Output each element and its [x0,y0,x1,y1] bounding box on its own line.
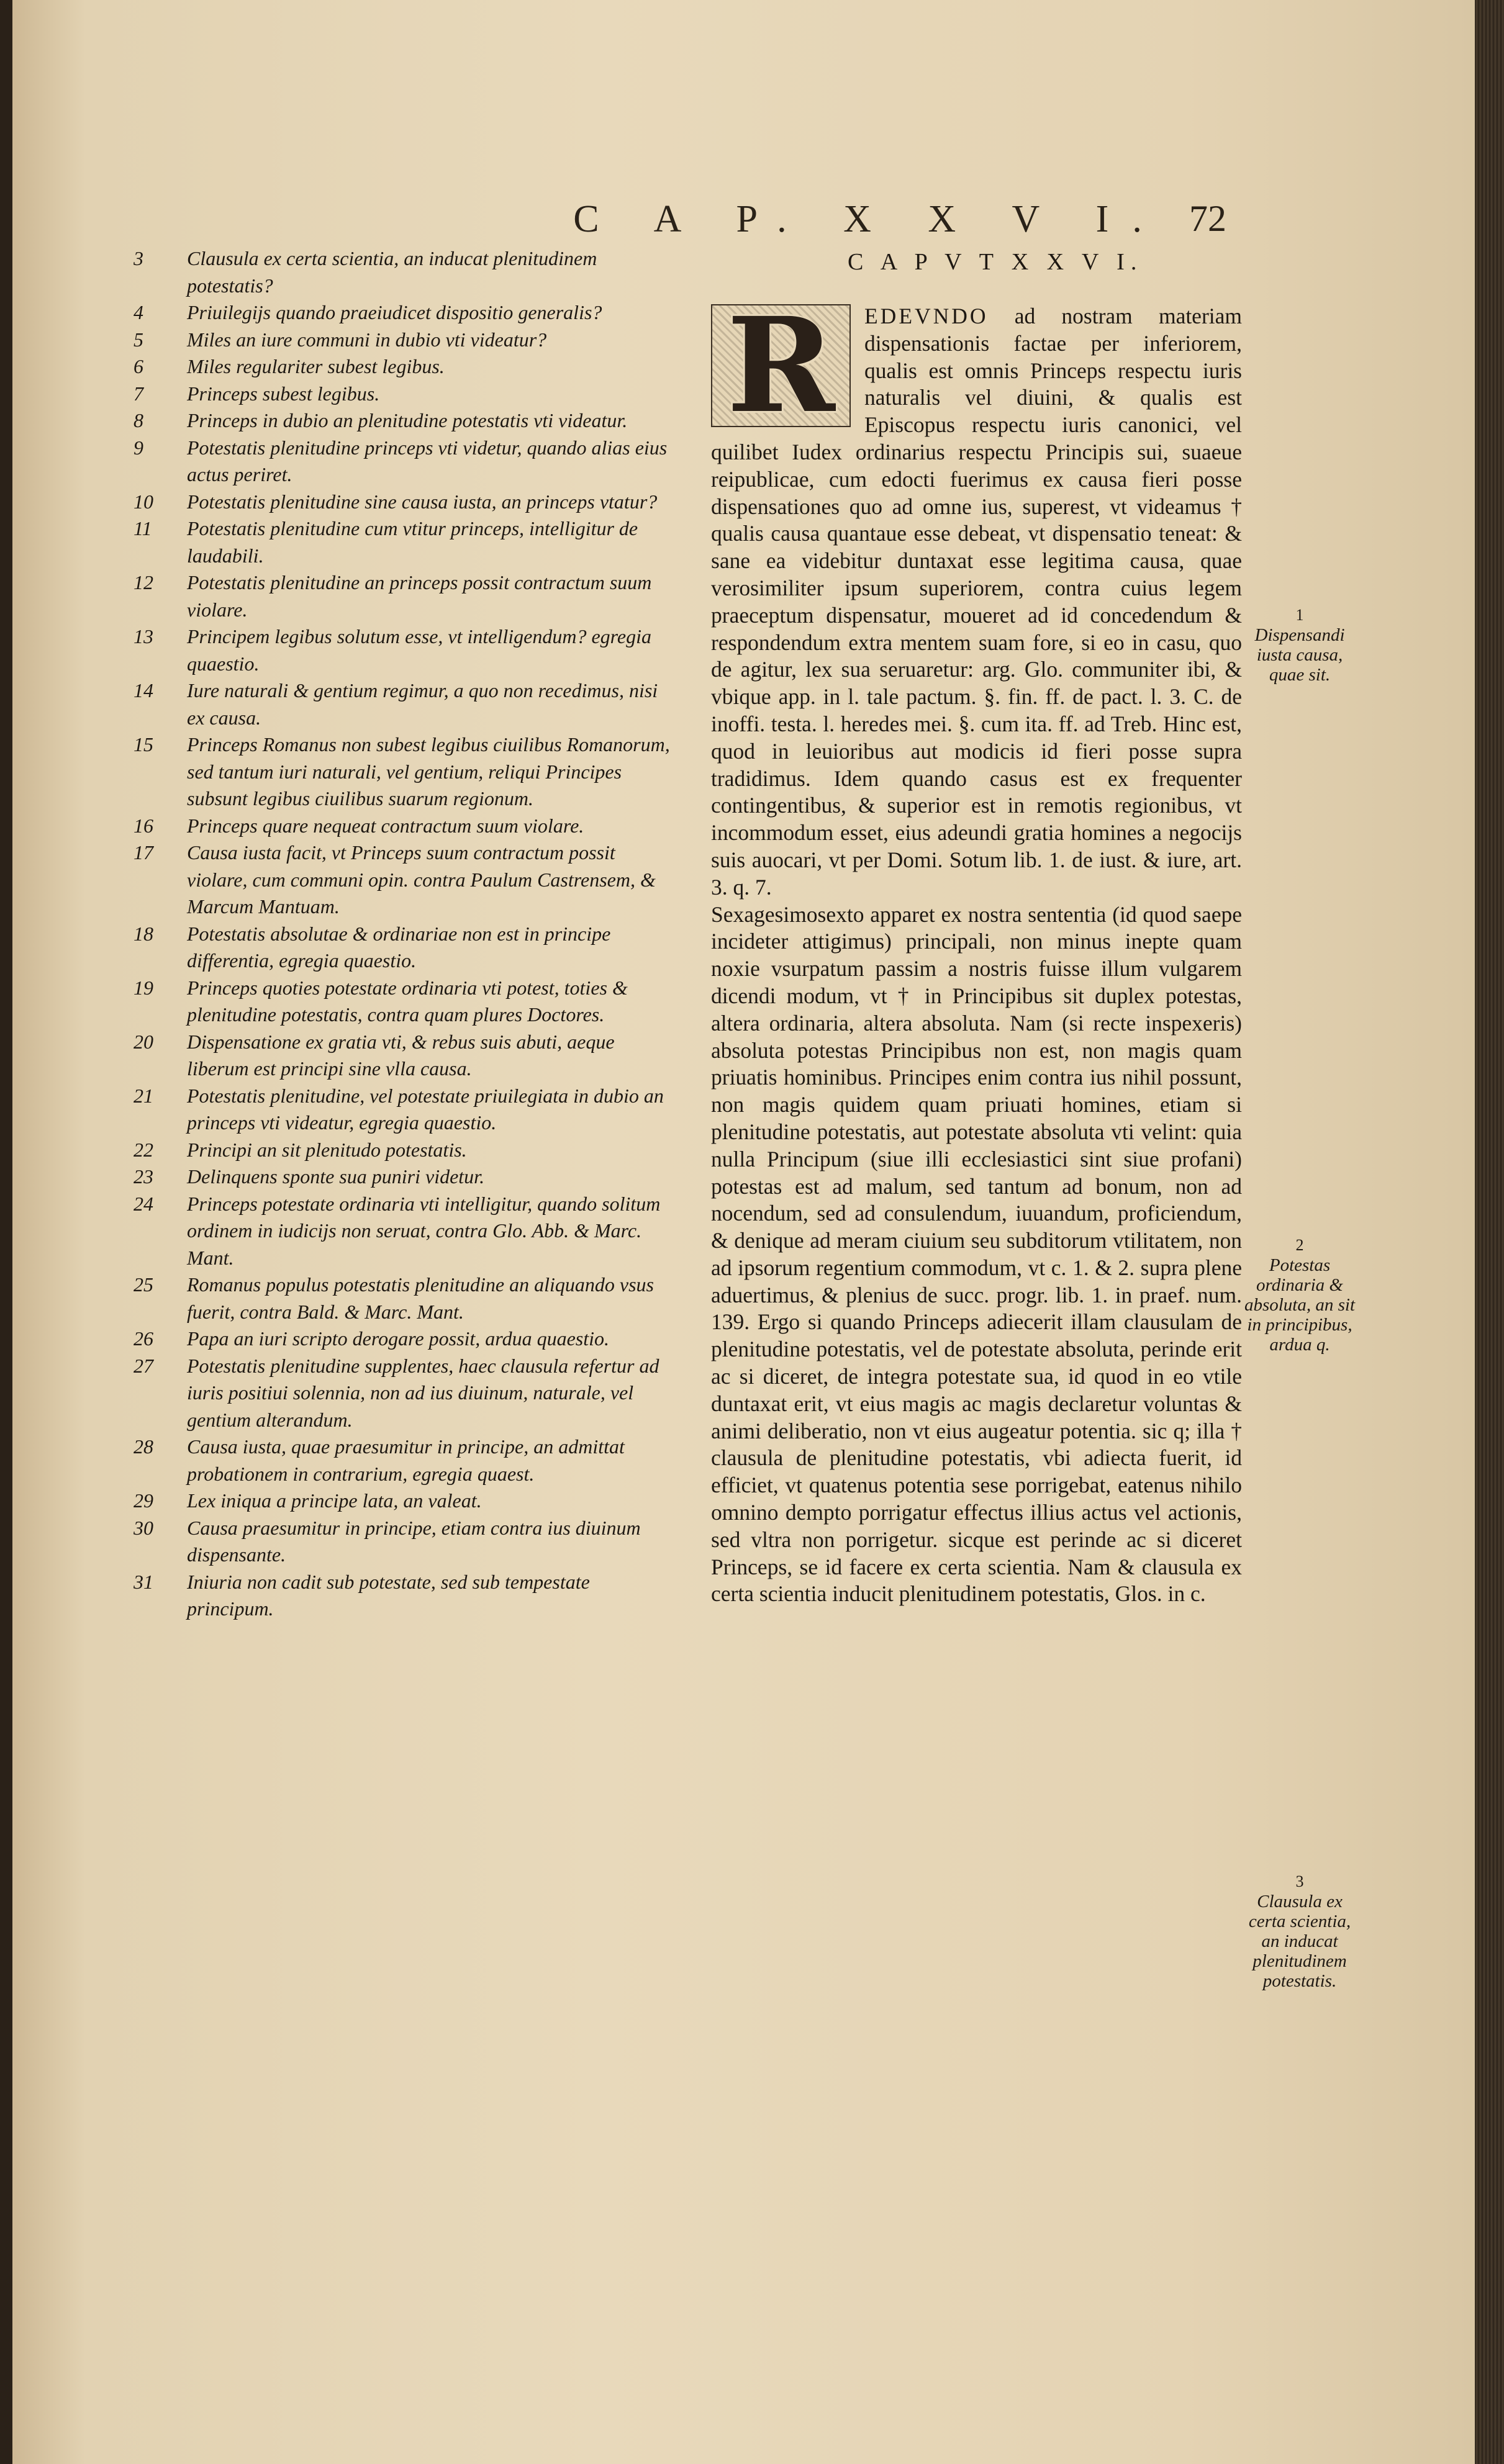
summary-item [134,623,674,677]
summary-number: 20 [134,1030,153,1053]
summary-text: Principi an sit plenitudo potestatis. [187,1138,467,1161]
summary-text: Iniuria non cadit sub potestate, sed sub tempestate principum. [187,1570,590,1620]
summary-text: Delinquens sponte sua puniri videtur. [187,1165,485,1188]
summary-item [134,1029,674,1083]
summary-number: 27 [134,1354,153,1377]
summary-number: 11 [134,517,152,539]
summary-text: Princeps Romanus non subest legibus ciuilibus Romanorum, sed tantum iuri naturali, vel gentium, reliqui Principes subsunt legibus ciuilibus suarum regionum. [187,733,670,810]
summary-item [134,1569,674,1623]
summary-text: Clausula ex certa scientia, an inducat plenitudinem potestatis? [187,247,597,297]
margin-note [1241,605,1359,685]
summary-text: Causa praesumitur in principe, etiam contra ius diuinum dispensante. [187,1516,641,1566]
margin-note [1241,1872,1359,1991]
summary-number: 19 [134,976,153,999]
summary-item [134,1083,674,1137]
opening-word: EDEVNDO [864,304,989,328]
summary-number: 29 [134,1489,153,1512]
margin-note-number: 3 [1295,1872,1304,1890]
summary-number: 6 [134,355,143,377]
summary-text: Principem legibus solutum esse, vt intelligendum? egregia quaestio. [187,625,652,675]
summary-text: Miles an iure communi in dubio vti videatur? [187,328,547,351]
summary-item [134,1515,674,1569]
summary-text: Iure naturali & gentium regimur, a quo non recedimus, nisi ex causa. [187,679,658,729]
summary-text: Potestatis plenitudine an princeps possit contractum suum violare. [187,571,652,621]
summary-text: Romanus populus potestatis plenitudine an aliquando vsus fuerit, contra Bald. & Marc. Mant. [187,1273,654,1323]
summary-item [134,407,674,435]
summary-number: 13 [134,625,153,648]
initial-letter: R [727,289,835,442]
margin-note-number: 1 [1295,606,1304,624]
paragraph-2 [711,901,1242,1609]
summary-item [134,1325,674,1353]
summary-item [134,677,674,731]
summary-number: 17 [134,841,153,864]
page-number: 72 [1189,198,1226,239]
summary-item [134,839,674,921]
summary-number: 26 [134,1327,153,1350]
summary-item [134,1433,674,1487]
summary-item [134,353,674,381]
summary-number: 12 [134,571,153,593]
summary-number: 15 [134,733,153,756]
summary-text: Priuilegijs quando praeiudicet dispositio generalis? [187,301,602,323]
summary-item [134,975,674,1029]
summary-item [134,731,674,813]
summary-item [134,1137,674,1164]
summary-item [134,299,674,327]
main-text-column [711,289,1242,1608]
summary-number: 25 [134,1273,153,1296]
summary-number: 16 [134,814,153,837]
summary-item [134,921,674,975]
summary-item [134,1271,674,1325]
running-head: C A P. X X V I. [573,198,1166,240]
summary-text: Potestatis plenitudine cum vtitur princeps, intelligitur de laudabili. [187,517,638,567]
summary-item [134,489,674,516]
summary-item [134,1353,674,1434]
summary-number: 14 [134,679,153,702]
summary-item [134,1163,674,1191]
summary-text: Princeps subest legibus. [187,382,380,405]
margin-note-text: Clausula ex certa scientia, an inducat plenitudinem potestatis. [1248,1892,1351,1991]
summary-number: 8 [134,409,143,431]
summary-number: 9 [134,436,143,459]
margin-note-text: Dispensandi iusta causa, quae sit. [1254,625,1345,685]
summary-item [134,813,674,840]
summary-number: 4 [134,301,143,323]
summary-number: 28 [134,1435,153,1458]
summary-item [134,569,674,623]
summary-number: 10 [134,490,153,513]
paragraph-2-text: Sexagesimosexto apparet ex nostra sententia (id quod saepe incideter attigimus) principali, non minus inepte quam noxie vsurpatum passim a nostris fuisse illum vulgarem dicendi modum, vt † in Principibus sit duplex potestas, altera ordinaria, altera absoluta. Nam (si recte inspexeris) absoluta potestas Principibus non est, non magis quam priuatis hominibus. Principes enim contra ius nihil possunt, non magis quidem quam priuati homines, etiam si plenitudine potestatis, aut potestate absoluta vti velint: quia nulla Principum (siue illi ecclesiastici sint siue profani) potestas est ad malum, sed tantum ad bonum, non ad nocendum, sed ad consulendum, iuuandum, proficiendum, & denique ad meram ciuium seu subditorum vtilitatem, non ad ipsorum regentium commodum, vt c. 1. & 2. supra plene aduertimus, & plenius de succ. progr. lib. 1. in praef. num. 139. Ergo si quando Princeps adiecerit illam clausulam de plenitudine potestatis, vel de potestate absoluta, perinde erit ac si diceret, de integra potestate sua, id quod in eo vtile duntaxat erit, vt eius magis ac magis declaretur voluntas & animi deliberatio, non vt eius augeatur potentia. sic q; illa † clausula de plenitudine potestatis, vbi adiecta fuerit, id efficiet, vt quatenus potentia sese porrigebat, eatenus nihilo omnino dempto porrigatur effectus illius actus vel actionis, sed vltra non porrigetur. sicque est perinde ac si diceret Princeps, se id facere ex certa scientia. Nam & clausula ex certa scientia inducit plenitudinem potestatis, Glos. in c. [711,901,1242,1607]
summary-number: 23 [134,1165,153,1188]
summary-number: 30 [134,1516,153,1539]
summary-number: 24 [134,1192,153,1215]
summary-number: 3 [134,247,143,269]
paragraph-1-text: ad nostram materiam dispensationis factae per inferiorem, qualis est omnis Princeps respectu iuris naturalis vel diuini, & qualis est Episcopus respectu iuris canonici, vel quilibet Iudex ordinarius respectu Principis sui, suaeue reipublicae, cum edocti fuerimus ex causa fieri posse dispensationes quo ad omne ius, superest, vt videamus † qualis causa quantaue esse debeat, vt dispensatio teneat: & sane ea videbitur duntaxat esse legitima causa, quae verosimiliter ipsum superiorem, contra cuius legem praeceptum dispensatur, moueret ad id concedendum & respondendum extra mentem suam fore, si eo in casu, quo de agitur, lex sua seruaretur: arg. Glo. communiter ibi, & vbique app. in l. tale pactum. §. fin. ff. de pact. l. 3. C. de inoffi. testa. l. heredes mei. §. cum ita. ff. ad Treb. Hinc est, quod in leuioribus aut modicis id fieri posse supra tradidimus. Idem quando casus est ex frequenter contingentibus, & superior est in remotis regionibus, vt incommodum esset, eius adeundi gratia homines a negocijs suis auocari, vt per Domi. Sotum lib. 1. de iust. & iure, art. 3. q. 7. [711,304,1242,900]
summary-text: Dispensatione ex gratia vti, & rebus suis abuti, aeque liberum est principi sine vlla causa. [187,1030,615,1080]
summary-item [134,1191,674,1272]
summary-text: Potestatis absolutae & ordinariae non est in principe differentia, egregia quaestio. [187,922,611,972]
margin-note-text: Potestas ordinaria & absoluta, an sit in principibus, ardua q. [1244,1255,1356,1355]
summary-number: 18 [134,922,153,945]
summary-text: Princeps quoties potestate ordinaria vti potest, toties & plenitudine potestatis, contra quam plures Doctores. [187,976,628,1026]
summary-item [134,327,674,354]
summary-number: 31 [134,1570,153,1593]
summary-text: Causa iusta facit, vt Princeps suum contractum possit violare, cum communi opin. contra Paulum Castrensem, & Marcum Mantuam. [187,841,656,918]
summary-item [134,515,674,569]
chapter-heading: C A P V T X X V I. [848,249,1143,275]
summary-number: 22 [134,1138,153,1161]
summary-number: 21 [134,1084,153,1107]
decorated-initial [711,289,851,442]
chapter-summary-list [134,245,674,1623]
summary-text: Causa iusta, quae praesumitur in principe, an admittat probationem in contrarium, egregia quaest. [187,1435,625,1485]
summary-text: Potestatis plenitudine sine causa iusta, an princeps vtatur? [187,490,658,513]
margin-note-number: 2 [1295,1236,1304,1254]
summary-text: Potestatis plenitudine, vel potestate priuilegiata in dubio an princeps vti videatur, egregia quaestio. [187,1084,664,1134]
summary-text: Papa an iuri scripto derogare possit, ardua quaestio. [187,1327,609,1350]
book-gutter [0,0,12,2464]
summary-number: 7 [134,382,143,405]
summary-item [134,381,674,408]
summary-item [134,1487,674,1515]
margin-note [1241,1235,1359,1355]
summary-item [134,245,674,299]
summary-text: Princeps quare nequeat contractum suum violare. [187,814,584,837]
summary-item [134,435,674,489]
summary-text: Miles regulariter subest legibus. [187,355,445,377]
summary-text: Princeps potestate ordinaria vti intelligitur, quando solitum ordinem in iudicijs non seruat, contra Glo. Abb. & Marc. Mant. [187,1192,661,1269]
summary-text: Lex iniqua a principe lata, an valeat. [187,1489,482,1512]
summary-text: Princeps in dubio an plenitudine potestatis vti videatur. [187,409,628,431]
summary-text: Potestatis plenitudine supplentes, haec clausula refertur ad iuris positiui solennia, non ad ius diuinum, naturale, vel gentium alterandum. [187,1354,659,1431]
summary-text: Potestatis plenitudine princeps vti videtur, quando alias eius actus periret. [187,436,668,485]
summary-number: 5 [134,328,143,351]
page-edges [1475,0,1504,2464]
